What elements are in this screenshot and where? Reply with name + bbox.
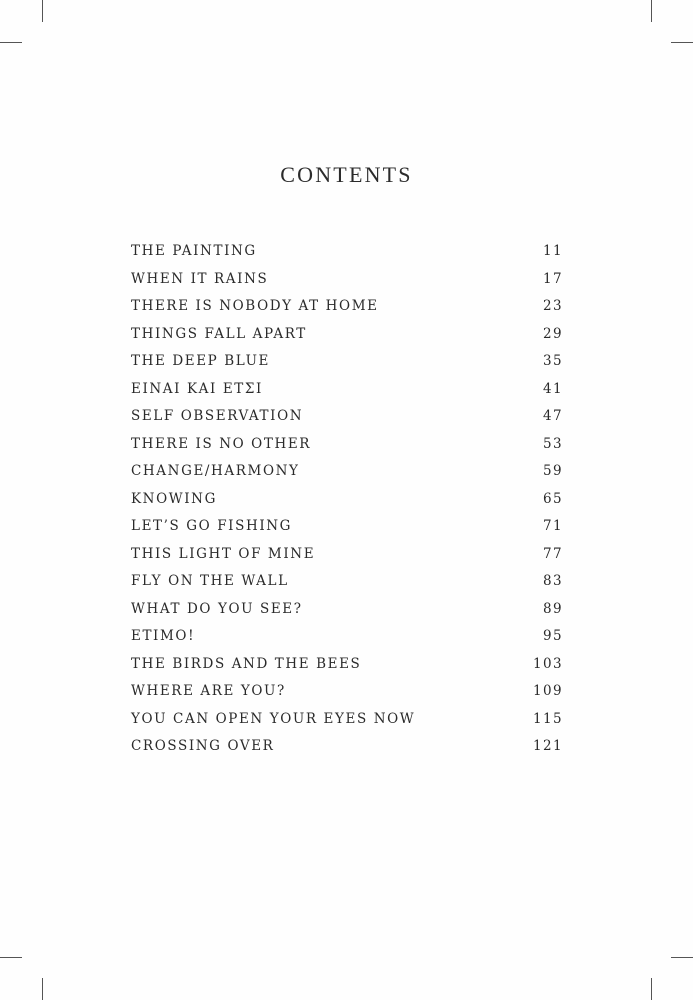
toc-entry-page: 109: [533, 683, 563, 699]
toc-entry: [131, 436, 563, 464]
toc-entry: [131, 381, 563, 409]
toc-entry-title: WHERE ARE YOU?: [131, 683, 286, 699]
toc-entry: [131, 628, 563, 656]
crop-mark-top-right-vertical: [651, 0, 652, 22]
toc-entry-title: CROSSING OVER: [131, 738, 275, 754]
toc-entry-page: 115: [533, 710, 563, 727]
toc-entry-page: 35: [543, 353, 563, 369]
toc-entry-title: FLY ON THE WALL: [131, 573, 289, 589]
crop-mark-top-right-horizontal: [671, 42, 693, 43]
toc-entry: [131, 711, 563, 739]
toc-entry-title: THERE IS NOBODY AT HOME: [131, 298, 379, 314]
toc-entry: [131, 243, 563, 271]
toc-entry-title: KNOWING: [131, 490, 217, 507]
toc-entry: [131, 683, 563, 711]
toc-entry-page: 83: [543, 573, 563, 589]
toc-entry-page: 77: [543, 545, 563, 562]
table-of-contents: [131, 243, 563, 766]
crop-mark-top-left-horizontal: [0, 42, 22, 43]
toc-entry-page: 95: [543, 628, 563, 644]
toc-entry: [131, 326, 563, 354]
toc-entry-title: ETIMO!: [131, 628, 196, 644]
toc-entry-page: 89: [543, 600, 563, 617]
toc-entry-title: THE PAINTING: [131, 243, 257, 259]
toc-entry-title: LET’S GO FISHING: [131, 518, 293, 534]
toc-entry-page: 41: [543, 380, 563, 397]
crop-mark-top-left-vertical: [42, 0, 43, 22]
toc-entry-title: THIS LIGHT OF MINE: [131, 545, 316, 562]
toc-entry-page: 71: [543, 518, 563, 534]
toc-entry-page: 17: [543, 270, 563, 287]
toc-entry: [131, 271, 563, 299]
toc-entry: [131, 491, 563, 519]
toc-entry-title: THE DEEP BLUE: [131, 353, 271, 369]
toc-entry-title: ΕΙΝΑΙ ΚΑΙ ΕΤΣΙ: [131, 380, 263, 397]
toc-entry-title: THINGS FALL APART: [131, 325, 307, 342]
toc-entry-page: 121: [533, 738, 563, 754]
toc-entry: [131, 298, 563, 326]
toc-entry-page: 29: [543, 325, 563, 342]
crop-mark-bottom-right-horizontal: [671, 957, 693, 958]
toc-entry: [131, 738, 563, 766]
toc-entry-page: 53: [543, 435, 563, 452]
toc-entry-page: 103: [533, 655, 563, 672]
toc-entry-title: THE BIRDS AND THE BEES: [131, 655, 362, 672]
crop-mark-bottom-left-vertical: [42, 978, 43, 1000]
toc-entry-page: 11: [543, 243, 563, 259]
toc-entry-page: 59: [543, 463, 563, 479]
crop-mark-bottom-left-horizontal: [0, 957, 22, 958]
toc-entry: [131, 518, 563, 546]
toc-entry: [131, 601, 563, 629]
crop-mark-bottom-right-vertical: [651, 978, 652, 1000]
toc-entry: [131, 408, 563, 436]
toc-entry: [131, 463, 563, 491]
toc-entry: [131, 546, 563, 574]
toc-entry-title: THERE IS NO OTHER: [131, 435, 312, 452]
toc-entry-title: SELF OBSERVATION: [131, 408, 304, 424]
toc-entry-title: CHANGE/HARMONY: [131, 463, 300, 479]
toc-entry-page: 47: [543, 408, 563, 424]
toc-entry-title: WHAT DO YOU SEE?: [131, 600, 303, 617]
toc-entry-title: YOU CAN OPEN YOUR EYES NOW: [131, 710, 416, 727]
toc-entry-page: 23: [543, 298, 563, 314]
toc-entry-page: 65: [543, 490, 563, 507]
toc-entry-title: WHEN IT RAINS: [131, 270, 269, 287]
toc-entry: [131, 573, 563, 601]
toc-entry: [131, 353, 563, 381]
page-title: CONTENTS: [280, 162, 413, 187]
toc-entry: [131, 656, 563, 684]
